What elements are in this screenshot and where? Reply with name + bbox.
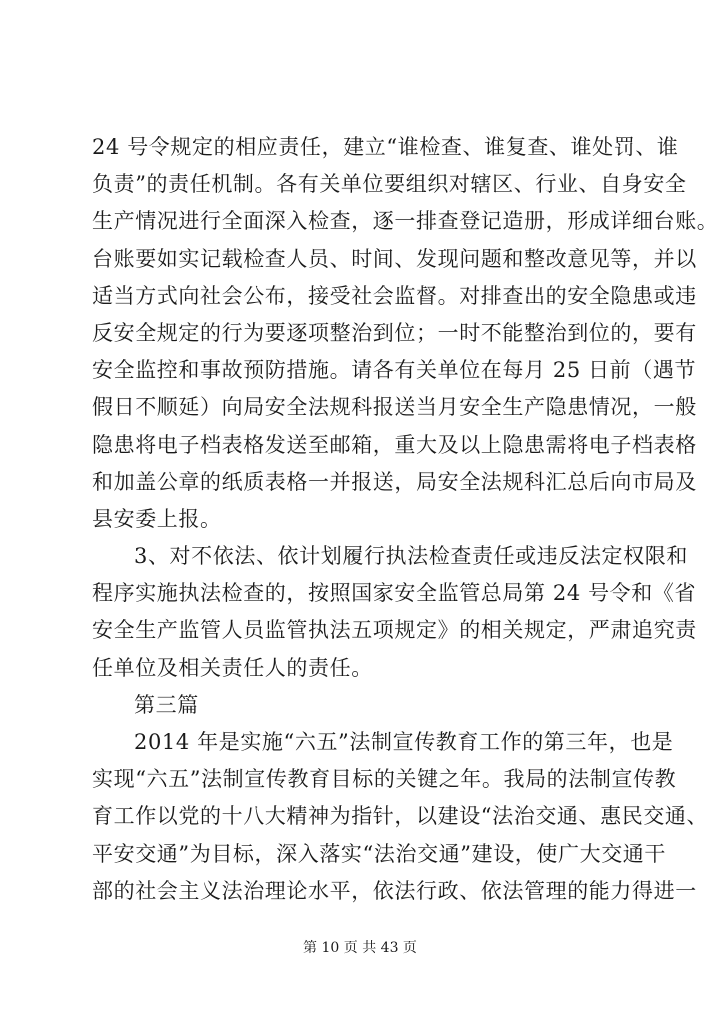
text-line: 隐患将电子档表格发送至邮箱，重大及以上隐患需将电子档表格 [92, 432, 697, 457]
document-body [92, 131, 719, 912]
text-line: 安全监控和事故预防措施。请各有关单位在每月 25 日前（遇节 [92, 358, 697, 383]
text-line: 24 号令规定的相应责任，建立“谁检查、谁复查、谁处罚、谁 [92, 135, 679, 159]
text-line: 部的社会主义法治理论水平，依法行政、依法管理的能力得进一 [92, 878, 697, 903]
text-line: 安全生产监管人员监管执法五项规定》的相关规定，严肃追究责 [92, 618, 697, 643]
page-number-footer: 第 10 页 共 43 页 [303, 940, 417, 956]
text-line: 平安交通”为目标，深入落实“法治交通”建设，使广大交通干 [92, 841, 667, 866]
text-line: 实现“六五”法制宣传教育目标的关键之年。我局的法制宣传教 [92, 767, 677, 792]
text-line: 和加盖公章的纸质表格一并报送，局安全法规科汇总后向市局及 [92, 469, 697, 494]
text-line: 3、对不依法、依计划履行执法检查责任或违反法定权限和 [134, 544, 688, 569]
text-line: 任单位及相关责任人的责任。 [92, 655, 373, 680]
text-line: 生产情况进行全面深入检查，逐一排查登记造册，形成详细台账。 [92, 209, 719, 234]
text-line: 负责”的责任机制。各有关单位要组织对辖区、行业、自身安全 [92, 172, 687, 197]
section-heading: 第三篇 [134, 692, 199, 717]
text-line: 县安委上报。 [92, 506, 222, 531]
text-line: 假日不顺延）向局安全法规科报送当月安全生产隐患情况，一般 [92, 395, 697, 420]
text-line: 适当方式向社会公布，接受社会监督。对排查出的安全隐患或违 [92, 283, 697, 308]
text-line: 育工作以党的十八大精神为指针，以建设“法治交通、惠民交通、 [92, 804, 709, 829]
text-line: 台账要如实记载检查人员、时间、发现问题和整改意见等，并以 [92, 246, 697, 271]
text-line: 2014 年是实施“六五”法制宣传教育工作的第三年，也是 [134, 730, 674, 754]
text-line: 反安全规定的行为要逐项整治到位；一时不能整治到位的，要有 [92, 320, 697, 345]
text-line: 程序实施执法检查的，按照国家安全监管总局第 24 号令和《省 [92, 581, 697, 606]
